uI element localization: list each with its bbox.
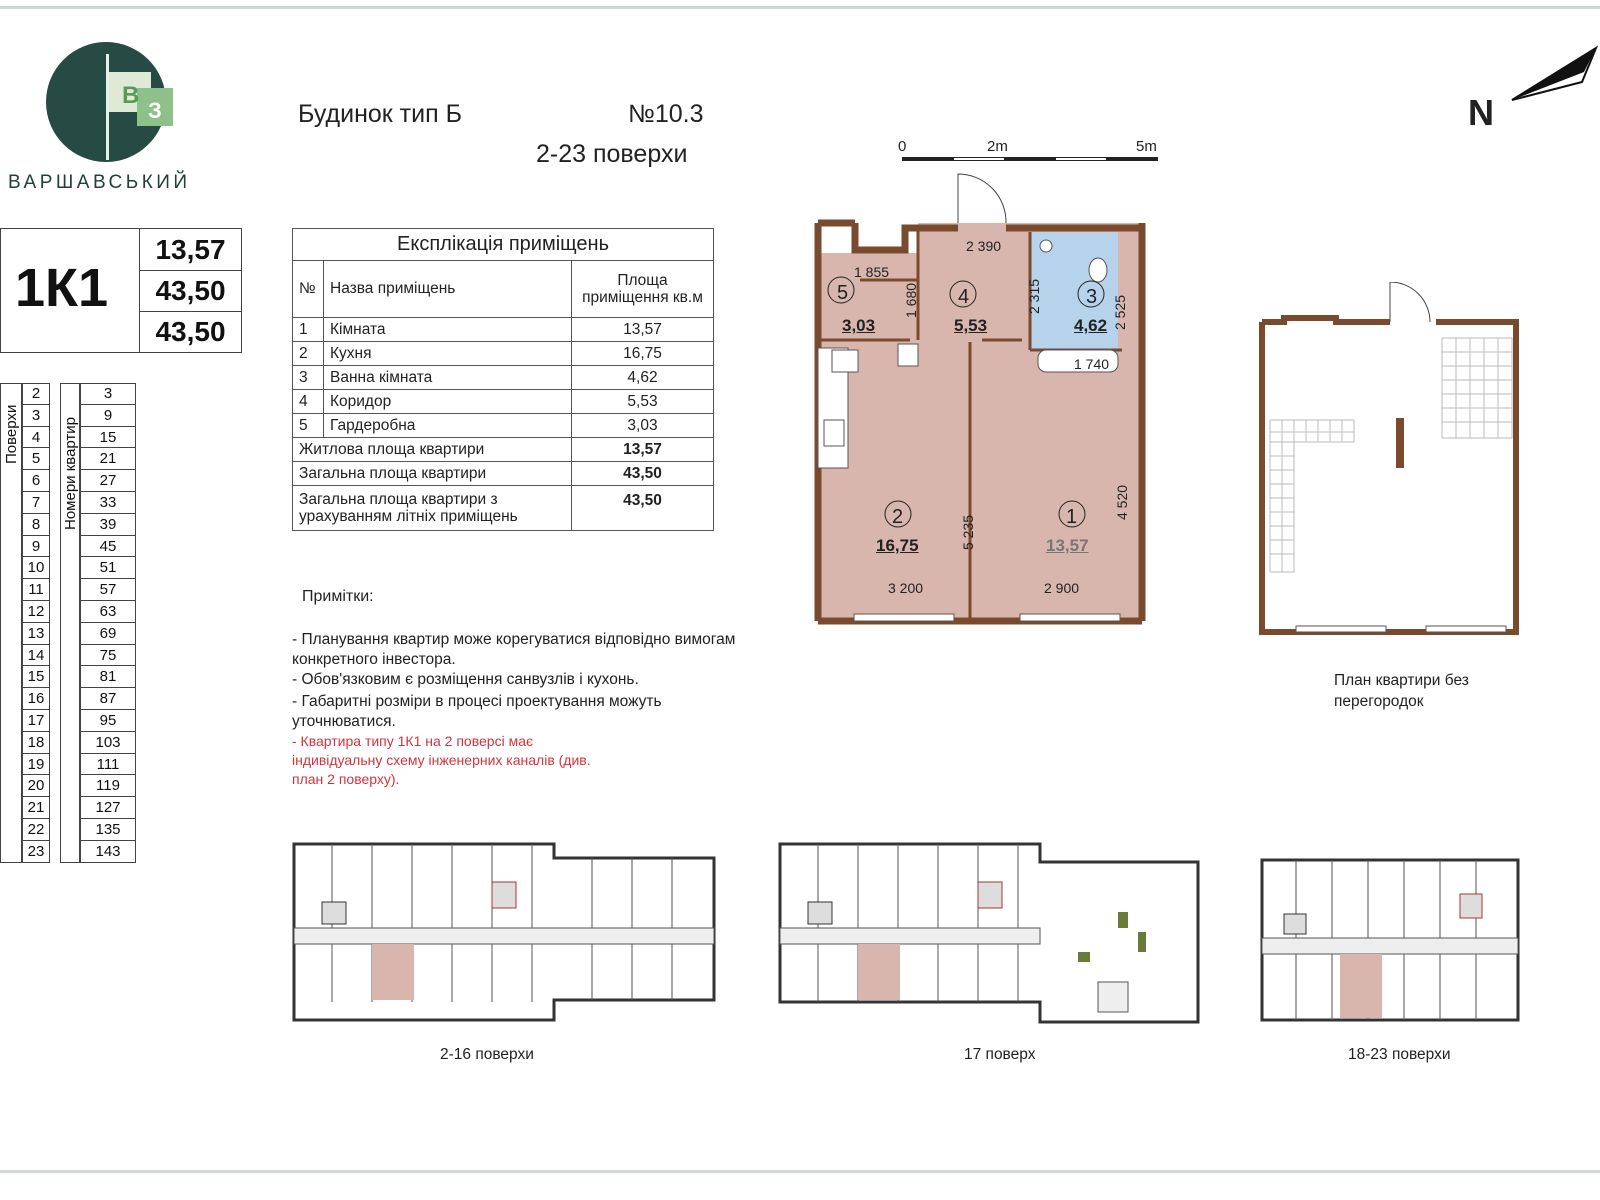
apartment-number: 69 [80,623,136,645]
floor-number: 22 [22,819,50,841]
summer-area-row: Загальна площа квартири з урахуванням літніх приміщень 43,50 [293,486,714,531]
floor-number: 21 [22,797,50,819]
apartment-number: 81 [80,666,136,688]
living-area-row: Житлова площа квартири 13,57 [293,438,714,462]
floor-plan-caption: 18-23 поверхи [1348,1046,1451,1063]
svg-text:З: З [148,98,162,123]
dimension: 4 520 [1114,484,1130,520]
dimension: 2 900 [1044,580,1080,596]
floor-number: 3 [22,405,50,427]
explication-title: Експлікація приміщень [293,229,714,261]
floor-number: 2 [22,383,50,405]
room-number: 1 [1066,506,1078,528]
floor-number: 17 [22,710,50,732]
total-area: 43,50 [155,275,226,306]
room-area: 3,03 [842,316,876,335]
floor-number: 11 [22,579,50,601]
floor-plan-caption: 17 поверх [964,1046,1036,1063]
scale-label: 0 [898,138,907,155]
floor-number: 18 [22,732,50,754]
room-area: 13,57 [1046,536,1089,555]
dimension: 2 390 [966,238,1002,254]
apartment-number: 45 [80,536,136,558]
apartment-number: 111 [80,754,136,776]
floor-number: 16 [22,688,50,710]
apartment-number: 95 [80,710,136,732]
floor-number: 13 [22,623,50,645]
floor-number: 15 [22,666,50,688]
dimension: 2 315 [1026,278,1042,314]
floor-number: 19 [22,754,50,776]
floor-plan-17 [778,842,1204,1024]
bottom-border [0,1170,1600,1173]
notes-title: Примітки: [302,588,374,605]
svg-text:В: В [122,82,140,109]
floor-number: 4 [22,427,50,449]
apartment-number: 127 [80,797,136,819]
living-area: 13,57 [155,234,226,265]
floors-label: Поверхи [3,404,20,464]
room-area: 16,75 [876,536,919,555]
scale-label: 2m [987,138,1008,155]
floor-number: 9 [22,536,50,558]
apartment-number: 21 [80,448,136,470]
dimension: 5 235 [960,514,976,550]
floor-plan-2-16 [292,842,718,1024]
apartment-number: 75 [80,645,136,667]
dimension: 2 525 [1112,294,1128,330]
floor-number: 6 [22,470,50,492]
open-plan [1256,282,1522,638]
apartment-type: 1К1 [15,258,109,318]
scale-label: 5m [1136,138,1157,155]
apartment-number: 135 [80,819,136,841]
apartment-number: 33 [80,492,136,514]
room-number: 5 [837,282,849,304]
table-row: 4 Коридор 5,53 [293,390,714,414]
floor-number: 23 [22,841,50,863]
apartment-number: 39 [80,514,136,536]
table-row: 3 Ванна кімната 4,62 [293,366,714,390]
brand-logo [44,40,174,170]
dimension: 3 200 [888,580,924,596]
col-no: № [293,261,324,318]
building-number: №10.3 [628,100,704,128]
dimension: 1 740 [1074,356,1110,372]
floor-number: 20 [22,775,50,797]
total-area-summer: 43,50 [155,316,226,347]
building-type: Будинок тип Б [298,100,462,128]
apartment-number: 27 [80,470,136,492]
floor-number: 8 [22,514,50,536]
compass-label: N [1468,92,1494,133]
room-area: 5,53 [954,316,988,335]
table-row: 1 Кімната 13,57 [293,318,714,342]
scale-bar [900,150,1162,166]
apartments-label: Номери квартир [62,416,79,530]
room-number: 4 [958,286,970,308]
floor-plan-18-23 [1260,858,1522,1024]
floor-number: 5 [22,448,50,470]
total-area-row: Загальна площа квартири 43,50 [293,462,714,486]
building-floors: 2-23 поверхи [536,140,688,168]
floor-number: 12 [22,601,50,623]
brand-name: ВАРШАВСЬКИЙ [8,172,191,193]
top-border [0,6,1600,9]
table-row: 5 Гардеробна 3,03 [293,414,714,438]
explication-table [292,228,714,531]
room-area: 4,62 [1074,316,1108,335]
note-item: - Габаритні розміри в процесі проектування можуть уточнюватися. [292,693,662,730]
open-plan-caption: План квартири без перегородок [1334,672,1469,710]
floor-plan-caption: 2-16 поверхи [440,1046,534,1063]
apartment-number: 15 [80,427,136,449]
col-area: Площа приміщення кв.м [572,261,714,318]
apartment-number: 143 [80,841,136,863]
apartment-number: 63 [80,601,136,623]
room-number: 2 [892,506,904,528]
floor-number: 14 [22,645,50,667]
north-arrow-icon [1508,42,1600,104]
note-item: - Обов'язковим є розміщення санвузлів і кухонь. [292,671,639,688]
floor-number: 10 [22,557,50,579]
apartment-type-box [0,228,242,353]
apartment-number: 3 [80,383,136,405]
col-name: Назва приміщень [324,261,572,318]
floor-number: 7 [22,492,50,514]
apartment-number: 57 [80,579,136,601]
dimension: 1 855 [854,264,890,280]
dimension: 1 680 [903,282,919,318]
table-row: 2 Кухня 16,75 [293,342,714,366]
note-red: - Квартира типу 1К1 на 2 поверсі має індивідуальну схему інженерних каналів (див. план 2 поверху). [292,733,591,787]
note-item: - Планування квартир може корегуватися відповідно вимогам конкретного інвестора. [292,631,736,668]
apartment-number: 51 [80,557,136,579]
apartment-number: 87 [80,688,136,710]
apartment-number: 119 [80,775,136,797]
apartment-number: 9 [80,405,136,427]
apartment-number: 103 [80,732,136,754]
room-number: 3 [1086,286,1098,308]
